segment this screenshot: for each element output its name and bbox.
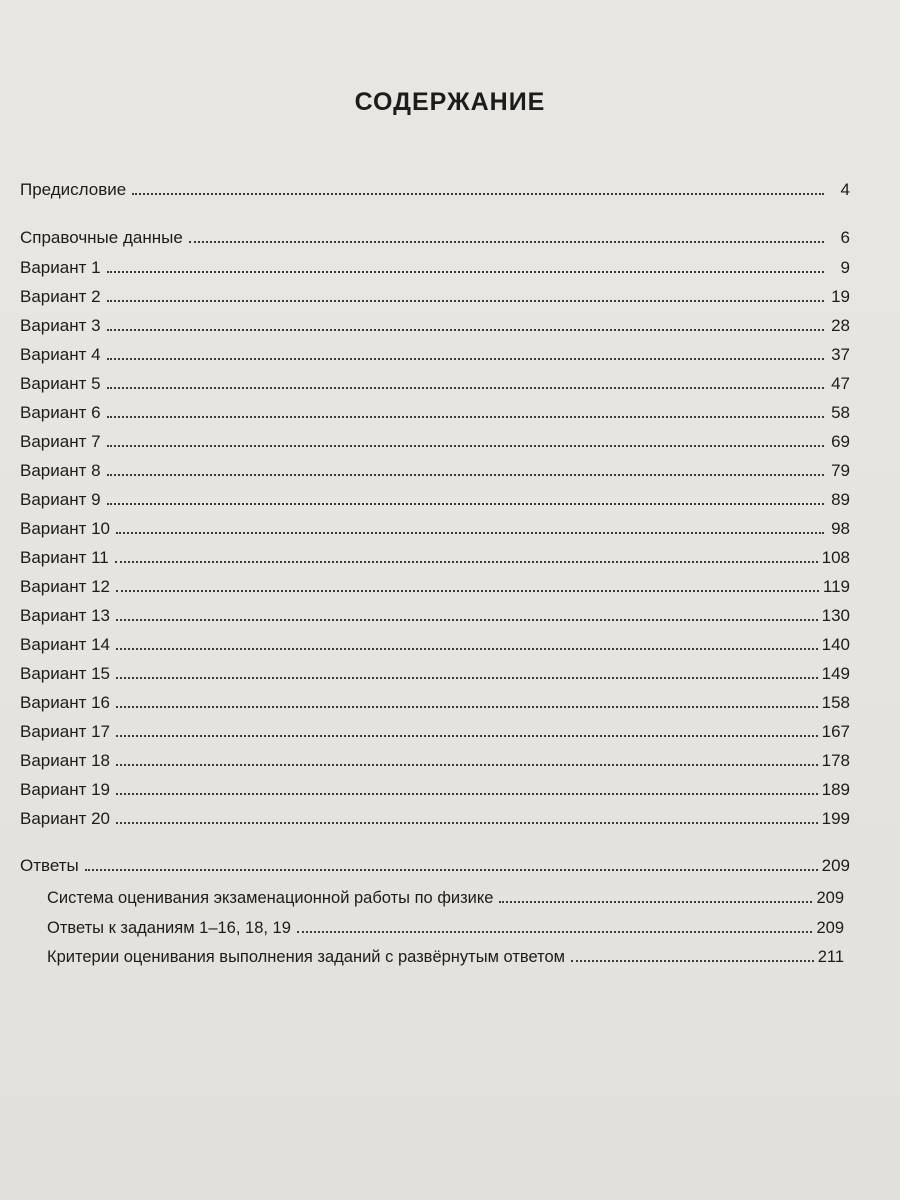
toc-label: Вариант 2 xyxy=(20,287,101,306)
toc-page-number: 167 xyxy=(821,722,850,741)
toc-entry xyxy=(20,482,850,510)
toc-entry xyxy=(20,511,850,539)
dot-leader xyxy=(116,677,818,679)
toc-label: Критерии оценивания выполнения заданий с развёрнутым ответом xyxy=(47,948,565,966)
toc-label: Вариант 14 xyxy=(20,635,111,654)
toc-entry xyxy=(20,424,850,452)
toc-label: Вариант 17 xyxy=(20,722,111,741)
toc-page-number: 58 xyxy=(831,403,850,422)
toc-page-number: 209 xyxy=(816,919,844,937)
dot-leader xyxy=(107,329,824,331)
toc-page-number: 189 xyxy=(821,780,850,799)
toc-label: Предисловие xyxy=(20,180,127,199)
dot-leader xyxy=(116,619,818,621)
toc-page-number: 19 xyxy=(831,287,850,306)
toc-entry xyxy=(20,337,850,365)
toc-label: Вариант 1 xyxy=(20,258,101,277)
toc-page-number: 209 xyxy=(821,856,850,875)
toc-entry xyxy=(20,772,850,800)
dot-leader xyxy=(116,793,818,795)
toc-page-number: 9 xyxy=(840,258,850,277)
toc-page-number: 89 xyxy=(831,490,850,509)
toc-label: Вариант 7 xyxy=(20,432,101,451)
dot-leader xyxy=(115,561,818,563)
toc-page-number: 98 xyxy=(831,519,850,538)
toc-subentry xyxy=(47,910,844,938)
dot-leader xyxy=(116,822,818,824)
toc-page-number: 47 xyxy=(831,374,850,393)
dot-leader xyxy=(116,764,818,766)
toc-page-number: 37 xyxy=(831,345,850,364)
toc-subentry xyxy=(47,939,844,967)
dot-leader xyxy=(107,445,824,447)
toc-page-number: 119 xyxy=(822,577,850,596)
toc-entry xyxy=(20,453,850,481)
toc-label: Вариант 9 xyxy=(20,490,101,509)
toc-entry xyxy=(20,801,850,829)
toc-label: Вариант 11 xyxy=(20,548,109,567)
toc-label: Вариант 15 xyxy=(20,664,111,683)
toc-label: Вариант 20 xyxy=(20,809,111,828)
toc-subentry xyxy=(47,880,844,908)
toc-page-number: 28 xyxy=(831,316,850,335)
toc-page-number: 211 xyxy=(817,948,844,966)
toc-label: Вариант 6 xyxy=(20,403,101,422)
toc-page-number: 130 xyxy=(821,606,850,625)
dot-leader xyxy=(116,590,819,592)
dot-leader xyxy=(107,503,824,505)
toc-entry xyxy=(20,308,850,336)
page-title: СОДЕРЖАНИЕ xyxy=(354,88,546,116)
toc-label: Вариант 8 xyxy=(20,461,101,480)
dot-leader xyxy=(116,735,818,737)
toc-label: Справочные данные xyxy=(20,228,183,247)
toc-label: Вариант 3 xyxy=(20,316,101,335)
toc-entry xyxy=(20,540,850,568)
dot-leader xyxy=(116,648,818,650)
toc-page-number: 79 xyxy=(831,461,850,480)
toc-entry xyxy=(20,685,850,713)
toc-entry xyxy=(20,627,850,655)
toc-entry xyxy=(20,743,850,771)
dot-leader xyxy=(499,901,812,903)
toc-entry xyxy=(20,279,850,307)
toc-entry xyxy=(20,569,850,597)
toc-page-number: 209 xyxy=(816,889,844,907)
toc-entry xyxy=(20,366,850,394)
dot-leader xyxy=(107,416,824,418)
dot-leader xyxy=(571,960,814,962)
toc-entry xyxy=(20,848,850,876)
toc-page-number: 199 xyxy=(821,809,850,828)
toc-page-number: 108 xyxy=(821,548,850,567)
toc-page-number: 140 xyxy=(821,635,850,654)
dot-leader xyxy=(132,193,824,195)
dot-leader xyxy=(116,706,818,708)
toc-page-number: 178 xyxy=(821,751,850,770)
toc-page-number: 4 xyxy=(840,180,850,199)
toc-label: Ответы к заданиям 1–16, 18, 19 xyxy=(47,919,291,937)
toc-page-number: 6 xyxy=(840,228,850,247)
toc-label: Вариант 19 xyxy=(20,780,111,799)
toc-entry xyxy=(20,220,850,248)
dot-leader xyxy=(107,358,824,360)
dot-leader xyxy=(107,271,824,273)
toc-entry xyxy=(20,395,850,423)
toc-page-number: 158 xyxy=(821,693,850,712)
toc-entry xyxy=(20,656,850,684)
dot-leader xyxy=(107,387,824,389)
toc-label: Вариант 18 xyxy=(20,751,111,770)
toc-label: Вариант 5 xyxy=(20,374,101,393)
toc-label: Система оценивания экзаменационной работы по физике xyxy=(47,889,494,907)
toc-entry xyxy=(20,598,850,626)
toc-entry xyxy=(20,714,850,742)
dot-leader xyxy=(107,474,824,476)
toc-label: Ответы xyxy=(20,856,79,875)
toc-entry xyxy=(20,172,850,200)
dot-leader xyxy=(297,931,813,933)
dot-leader xyxy=(107,300,824,302)
toc-page-number: 69 xyxy=(831,432,850,451)
dot-leader xyxy=(189,241,824,243)
toc-label: Вариант 4 xyxy=(20,345,101,364)
dot-leader xyxy=(85,869,818,871)
toc-entry xyxy=(20,250,850,278)
toc-label: Вариант 12 xyxy=(20,577,111,596)
toc-page-number: 149 xyxy=(821,664,850,683)
toc-label: Вариант 13 xyxy=(20,606,111,625)
toc-label: Вариант 10 xyxy=(20,519,111,538)
dot-leader xyxy=(116,532,824,534)
toc-label: Вариант 16 xyxy=(20,693,111,712)
